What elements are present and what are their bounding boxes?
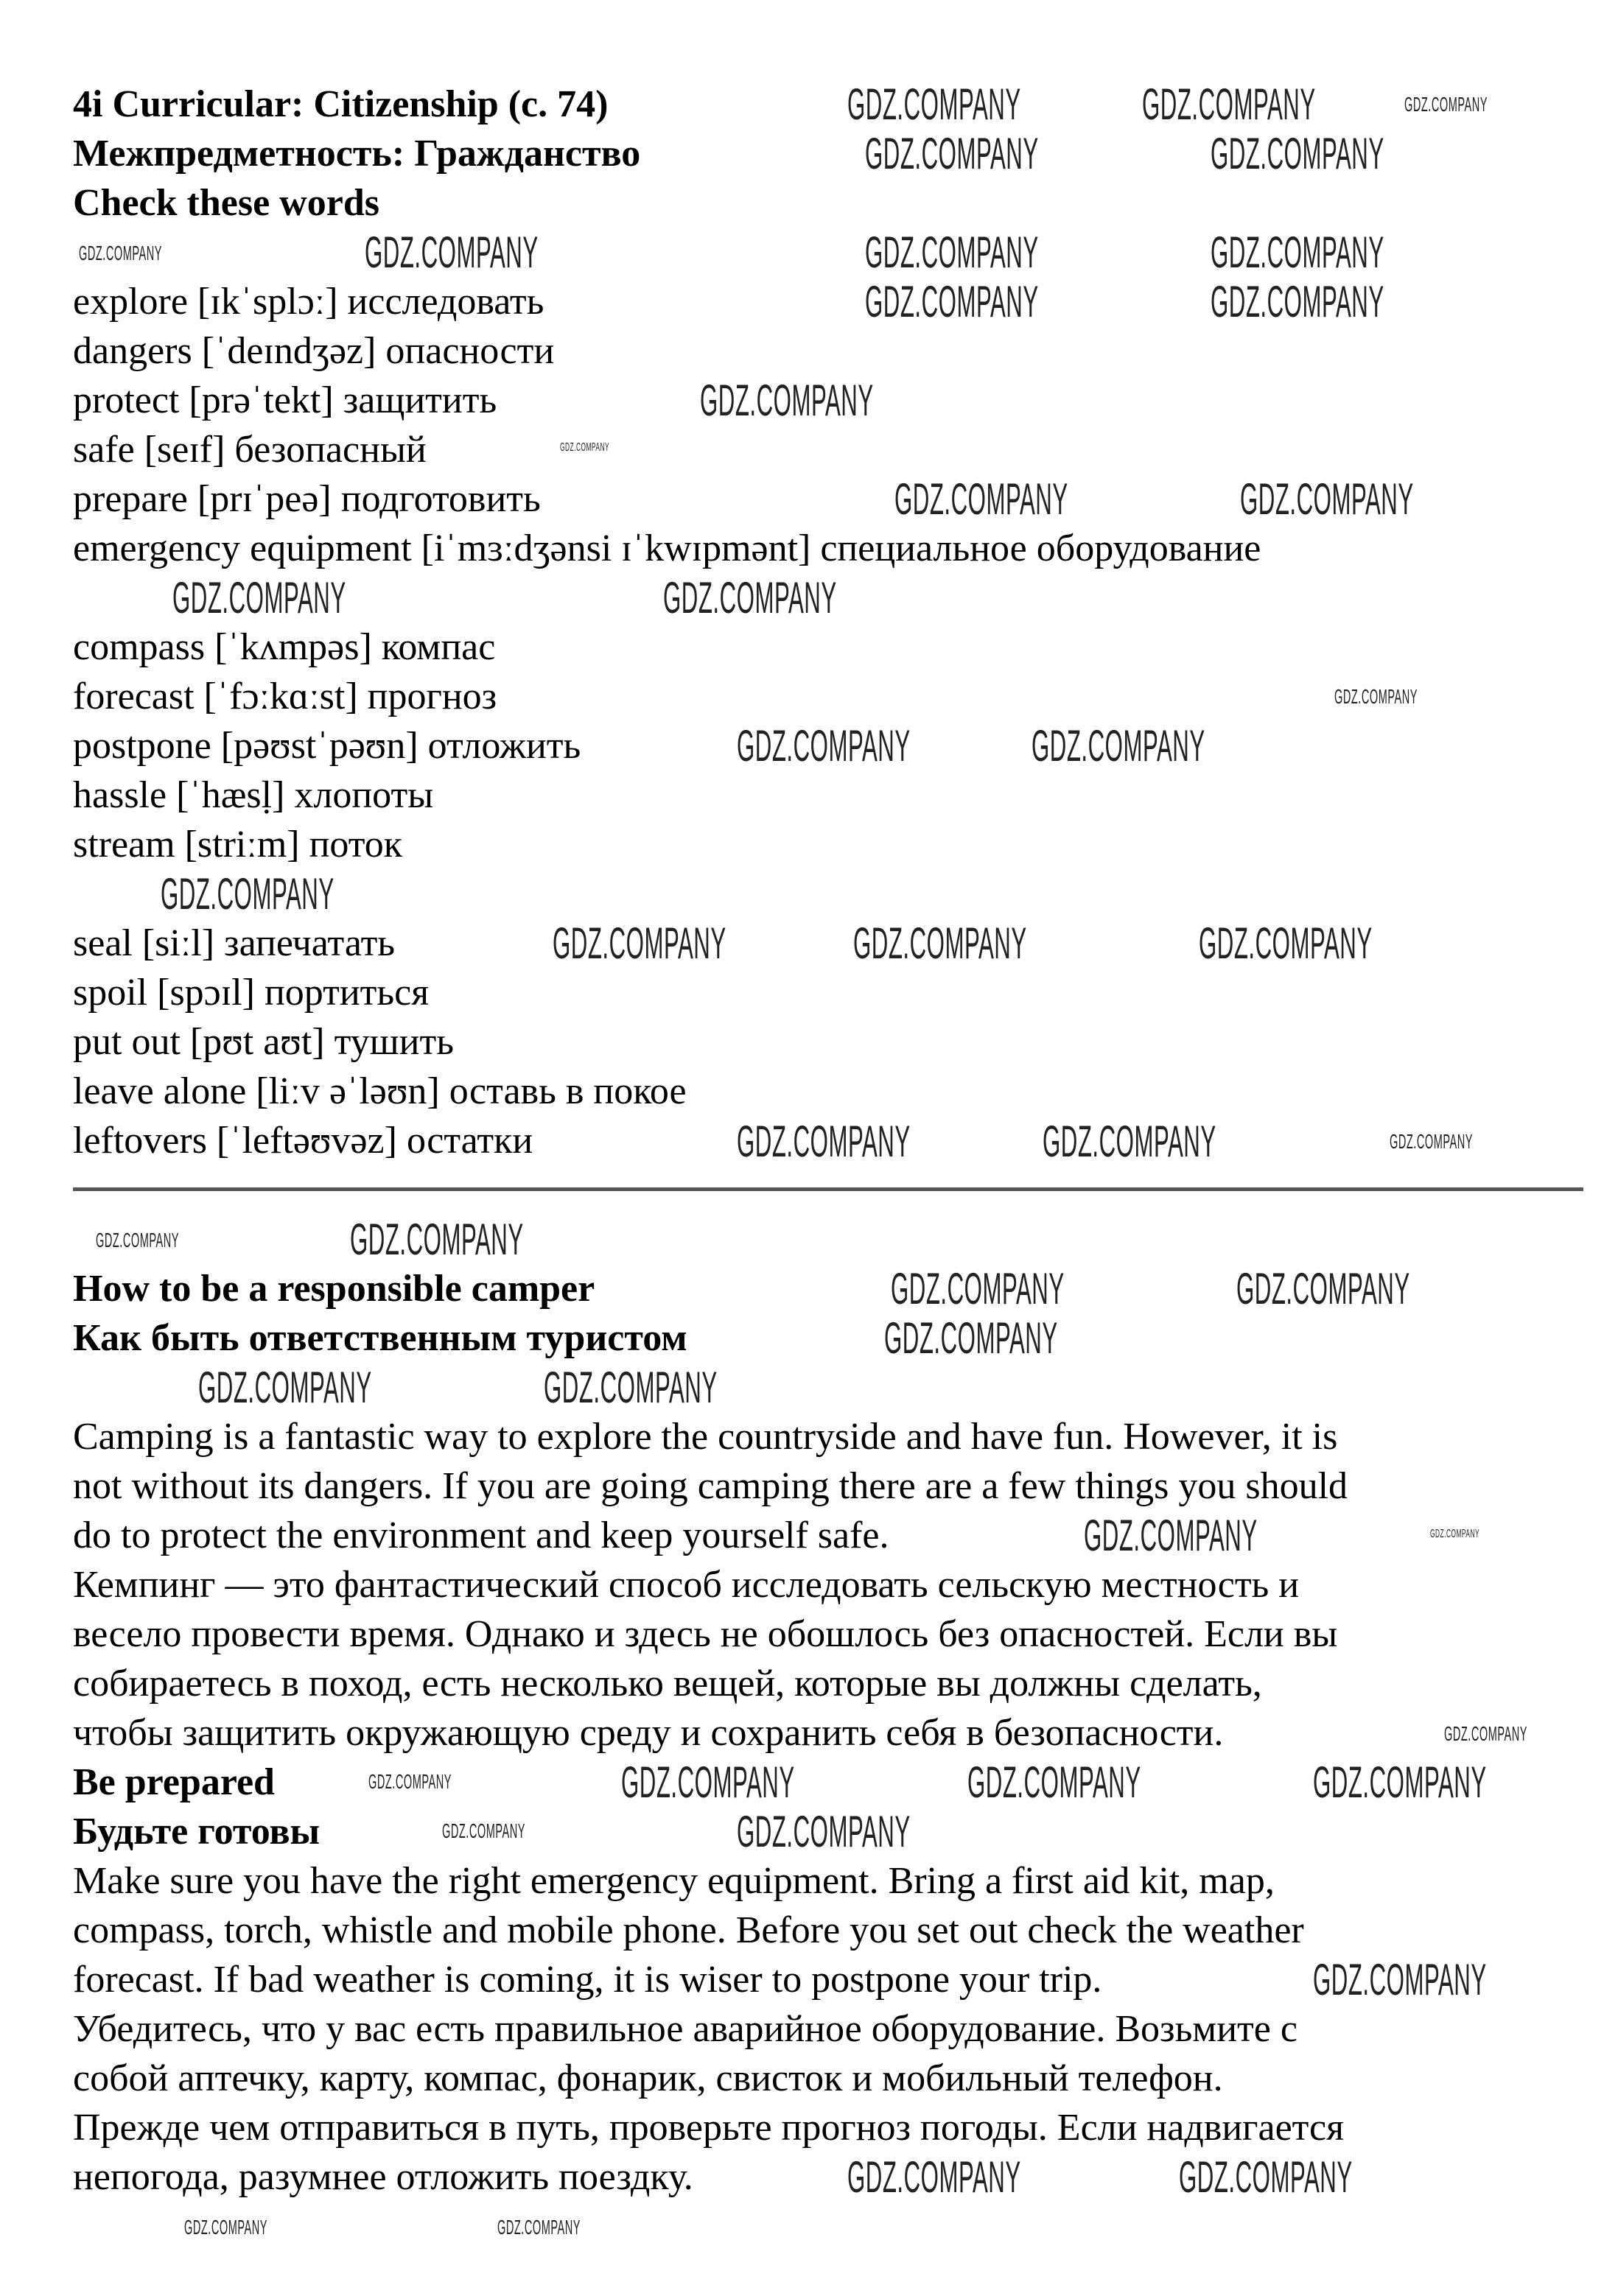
- vocab-item: spoil [spɔɪl] портиться: [73, 972, 430, 1014]
- section-heading-ru: Будьте готовы: [73, 1811, 321, 1853]
- watermark: GDZ.COMPANY: [847, 2152, 1021, 2202]
- vocab-item: forecast [ˈfɔːkɑːst] прогноз: [73, 675, 497, 717]
- paragraph-line: not without its dangers. If you are going camping there are a few things you should: [73, 1465, 1348, 1507]
- check-words-heading: Check these words: [73, 182, 379, 224]
- watermark: GDZ.COMPANY: [96, 1229, 180, 1251]
- watermark: GDZ.COMPANY: [865, 277, 1039, 326]
- watermark: GDZ.COMPANY: [663, 573, 837, 622]
- watermark: GDZ.COMPANY: [1211, 277, 1384, 326]
- vocab-item: seal [siːl] запечатать: [73, 922, 396, 964]
- page-title: 4i Curricular: Citizenship (c. 74): [73, 83, 609, 125]
- paragraph-line: непогода, разумнее отложить поездку.: [73, 2156, 693, 2198]
- watermark: GDZ.COMPANY: [1236, 1264, 1410, 1313]
- paragraph-line: собой аптечку, карту, компас, фонарик, свисток и мобильный телефон.: [73, 2057, 1223, 2099]
- watermark: GDZ.COMPANY: [560, 441, 610, 454]
- section-heading-en: Be prepared: [73, 1761, 275, 1803]
- paragraph-line: Кемпинг — это фантастический способ исследовать сельскую местность и: [73, 1564, 1300, 1606]
- watermark: GDZ.COMPANY: [442, 1819, 526, 1842]
- vocab-item: leave alone [liːv əˈləʊn] оставь в покое: [73, 1070, 687, 1112]
- paragraph-line: чтобы защитить окружающую среду и сохранить себя в безопасности.: [73, 1712, 1224, 1754]
- paragraph-line: do to protect the environment and keep yourself safe.: [73, 1514, 889, 1556]
- watermark: GDZ.COMPANY: [161, 869, 335, 919]
- watermark: GDZ.COMPANY: [1334, 685, 1418, 708]
- watermark: GDZ.COMPANY: [1430, 1528, 1480, 1540]
- watermark: GDZ.COMPANY: [737, 721, 911, 770]
- vocab-item: protect [prəˈtekt] защитить: [73, 379, 497, 421]
- paragraph-line: весело провести время. Однако и здесь не обошлось без опасностей. Если вы: [73, 1613, 1338, 1655]
- article-title-en: How to be a responsible camper: [73, 1268, 595, 1310]
- vocab-item: compass [ˈkʌmpəs] компас: [73, 626, 496, 668]
- vocab-item: explore [ɪkˈsplɔː] исследовать: [73, 281, 544, 323]
- vocab-item: put out [pʊt aʊt] тушить: [73, 1021, 454, 1063]
- watermark: GDZ.COMPANY: [1404, 93, 1488, 116]
- vocab-item: stream [striːm] поток: [73, 824, 403, 866]
- watermark: GDZ.COMPANY: [737, 1117, 911, 1166]
- vocab-item: safe [seɪf] безопасный: [73, 429, 427, 471]
- paragraph-line: forecast. If bad weather is coming, it is wiser to postpone your trip.: [73, 1959, 1102, 2001]
- watermark: GDZ.COMPANY: [544, 1363, 718, 1412]
- watermark: GDZ.COMPANY: [1444, 1722, 1528, 1745]
- watermark: GDZ.COMPANY: [1032, 721, 1205, 770]
- watermark: GDZ.COMPANY: [79, 242, 163, 264]
- vocab-item: prepare [prɪˈpeə] подготовить: [73, 478, 541, 520]
- watermark: GDZ.COMPANY: [1179, 2152, 1353, 2202]
- watermark: GDZ.COMPANY: [894, 474, 1068, 524]
- watermark: GDZ.COMPANY: [172, 573, 346, 622]
- watermark: GDZ.COMPANY: [967, 1758, 1141, 1807]
- watermark: GDZ.COMPANY: [847, 80, 1021, 129]
- paragraph-line: Убедитесь, что у вас есть правильное аварийное оборудование. Возьмите с: [73, 2008, 1297, 2050]
- watermark: GDZ.COMPANY: [865, 129, 1039, 178]
- watermark: GDZ.COMPANY: [184, 2216, 268, 2239]
- watermark: GDZ.COMPANY: [1043, 1117, 1216, 1166]
- watermark: GDZ.COMPANY: [1211, 129, 1384, 178]
- watermark: GDZ.COMPANY: [1084, 1511, 1258, 1560]
- paragraph-line: Прежде чем отправиться в путь, проверьте прогноз погоды. Если надвигается: [73, 2107, 1345, 2149]
- watermark: GDZ.COMPANY: [497, 2216, 581, 2239]
- vocab-item: leftovers [ˈleftəʊvəz] остатки: [73, 1120, 533, 1162]
- intro-ru: [73, 1560, 1539, 1758]
- watermark: GDZ.COMPANY: [553, 919, 726, 968]
- vocab-item: emergency equipment [iˈmɜːdʒənsi ɪˈkwɪpmənt] специальное оборудование: [73, 527, 1261, 569]
- watermark: GDZ.COMPANY: [865, 228, 1039, 277]
- paragraph-line: Camping is a fantastic way to explore the countryside and have fun. However, it is: [73, 1416, 1338, 1458]
- watermark: GDZ.COMPANY: [737, 1807, 911, 1856]
- watermark: GDZ.COMPANY: [1313, 1758, 1487, 1807]
- watermark: GDZ.COMPANY: [891, 1264, 1065, 1313]
- vocab-item: dangers [ˈdeɪndʒəz] опасности: [73, 330, 555, 372]
- watermark: GDZ.COMPANY: [1211, 228, 1384, 277]
- paragraph-line: собираетесь в поход, есть несколько вещей, которые вы должны сделать,: [73, 1663, 1262, 1705]
- vocab-item: postpone [pəʊstˈpəʊn] отложить: [73, 725, 581, 767]
- watermark: GDZ.COMPANY: [350, 1215, 524, 1264]
- watermark: GDZ.COMPANY: [621, 1758, 795, 1807]
- watermark: GDZ.COMPANY: [884, 1313, 1058, 1363]
- watermark: GDZ.COMPANY: [1313, 1955, 1487, 2004]
- page-subtitle: Межпредметность: Гражданство: [73, 133, 641, 175]
- watermark: GDZ.COMPANY: [1390, 1130, 1474, 1153]
- watermark: GDZ.COMPANY: [1142, 80, 1316, 129]
- watermark: GDZ.COMPANY: [700, 376, 874, 425]
- watermark: GDZ.COMPANY: [1199, 919, 1373, 968]
- paragraph-line: Make sure you have the right emergency equipment. Bring a first aid kit, map,: [73, 1860, 1275, 1902]
- watermark: GDZ.COMPANY: [365, 228, 539, 277]
- watermark: GDZ.COMPANY: [368, 1770, 452, 1793]
- watermark: GDZ.COMPANY: [1240, 474, 1414, 524]
- section-divider: [73, 1165, 1539, 1215]
- paragraph-line: compass, torch, whistle and mobile phone. Before you set out check the weather: [73, 1909, 1304, 1951]
- watermark: GDZ.COMPANY: [853, 919, 1027, 968]
- watermark: GDZ.COMPANY: [198, 1363, 372, 1412]
- intro-en: [73, 1412, 1539, 1560]
- article-title-ru: Как быть ответственным туристом: [73, 1317, 687, 1359]
- vocab-item: hassle [ˈhæsḷ] хлопоты: [73, 774, 434, 816]
